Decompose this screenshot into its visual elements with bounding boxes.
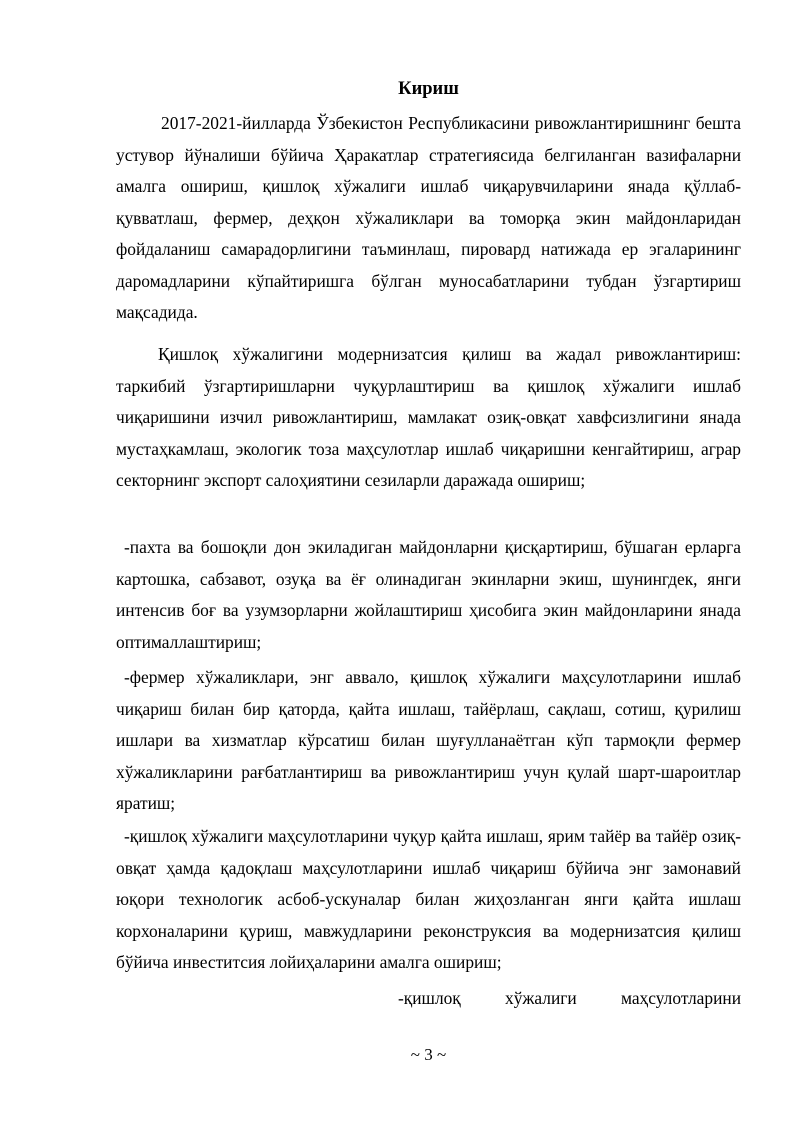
paragraph-modernization: Қишлоқ хўжалигини модернизатсия қилиш ва жадал ривожлантириш: таркибий ўзгартиришларни чуқурлаштириш ва қишлоқ хўжалиги ишлаб чиқаришини изчил ривожлантириш, мамлакат озиқ-овқат хавфсизлигини янада мустаҳкамлаш, экологик тоза маҳсулотлар ишлаб чиқаришни кенгайтириш, аграр секторнинг экспорт салоҳиятини сезиларли даражада ошириш; <box>116 344 741 490</box>
paragraph-intro: 2017-2021-йилларда Ўзбекистон Республикасини ривожлантиришнинг бешта устувор йўналиши бўйича Ҳаракатлар стратегиясида белгиланган вазифаларни амалга ошириш, қишлоқ хўжалиги ишлаб чиқарувчиларини янада қўллаб-қувватлаш, фермер, деҳқон хўжаликлари ва томорқа экин майдонларидан фойдаланиш самарадорлигини таъминлаш, пировард натижада ер эгаларининг даромадларини кўпайтиришга бўлган муносабатларини тубдан ўзгартириш мақсадида. <box>116 113 741 322</box>
list-item-processing-investment: -қишлоқ хўжалиги маҳсулотларини чуқур қайта ишлаш, ярим тайёр ва тайёр озиқ-овқат ҳамда қадоқлаш маҳсулотларини ишлаб чиқариш бўйича энг замонавий юқори технологик асбоб-ускуналар билан жиҳозланган янги қайта ишлаш корхоналарини қуриш, мавжудларини реконструксия ва модернизатсия қилиш бўйича инвеститсия лойиҳаларини амалга ошириш; <box>116 826 741 972</box>
page-number: ~ 3 ~ <box>410 1045 447 1064</box>
list-item-farm-support: -фермер хўжаликлари, энг аввало, қишлоқ хўжалиги маҳсулотларини ишлаб чиқариш билан бир қаторда, қайта ишлаш, тайёрлаш, сақлаш, сотиш, қурилиш ишлари ва хизматлар кўрсатиш билан шуғулланаётган кўп тармоқли фермер хўжаликларини рағбатлантириш ва ривожлантириш учун қулай шарт-шароитлар яратиш; <box>116 667 741 813</box>
list-item-crop-optimization: -пахта ва бошоқли дон экиладиган майдонларни қисқартириш, бўшаган ерларга картошка, сабзавот, озуқа ва ёғ олинадиган экинларни экиш, шунингдек, янги интенсив боғ ва узумзорларни жойлаштириш ҳисобига экин майдонларини янада оптималлаштириш; <box>116 537 741 652</box>
page-title: Кириш <box>398 79 459 99</box>
list-item-continued: -қишлоқ хўжалиги маҳсулотларини <box>398 988 741 1008</box>
document-page <box>116 0 741 1131</box>
